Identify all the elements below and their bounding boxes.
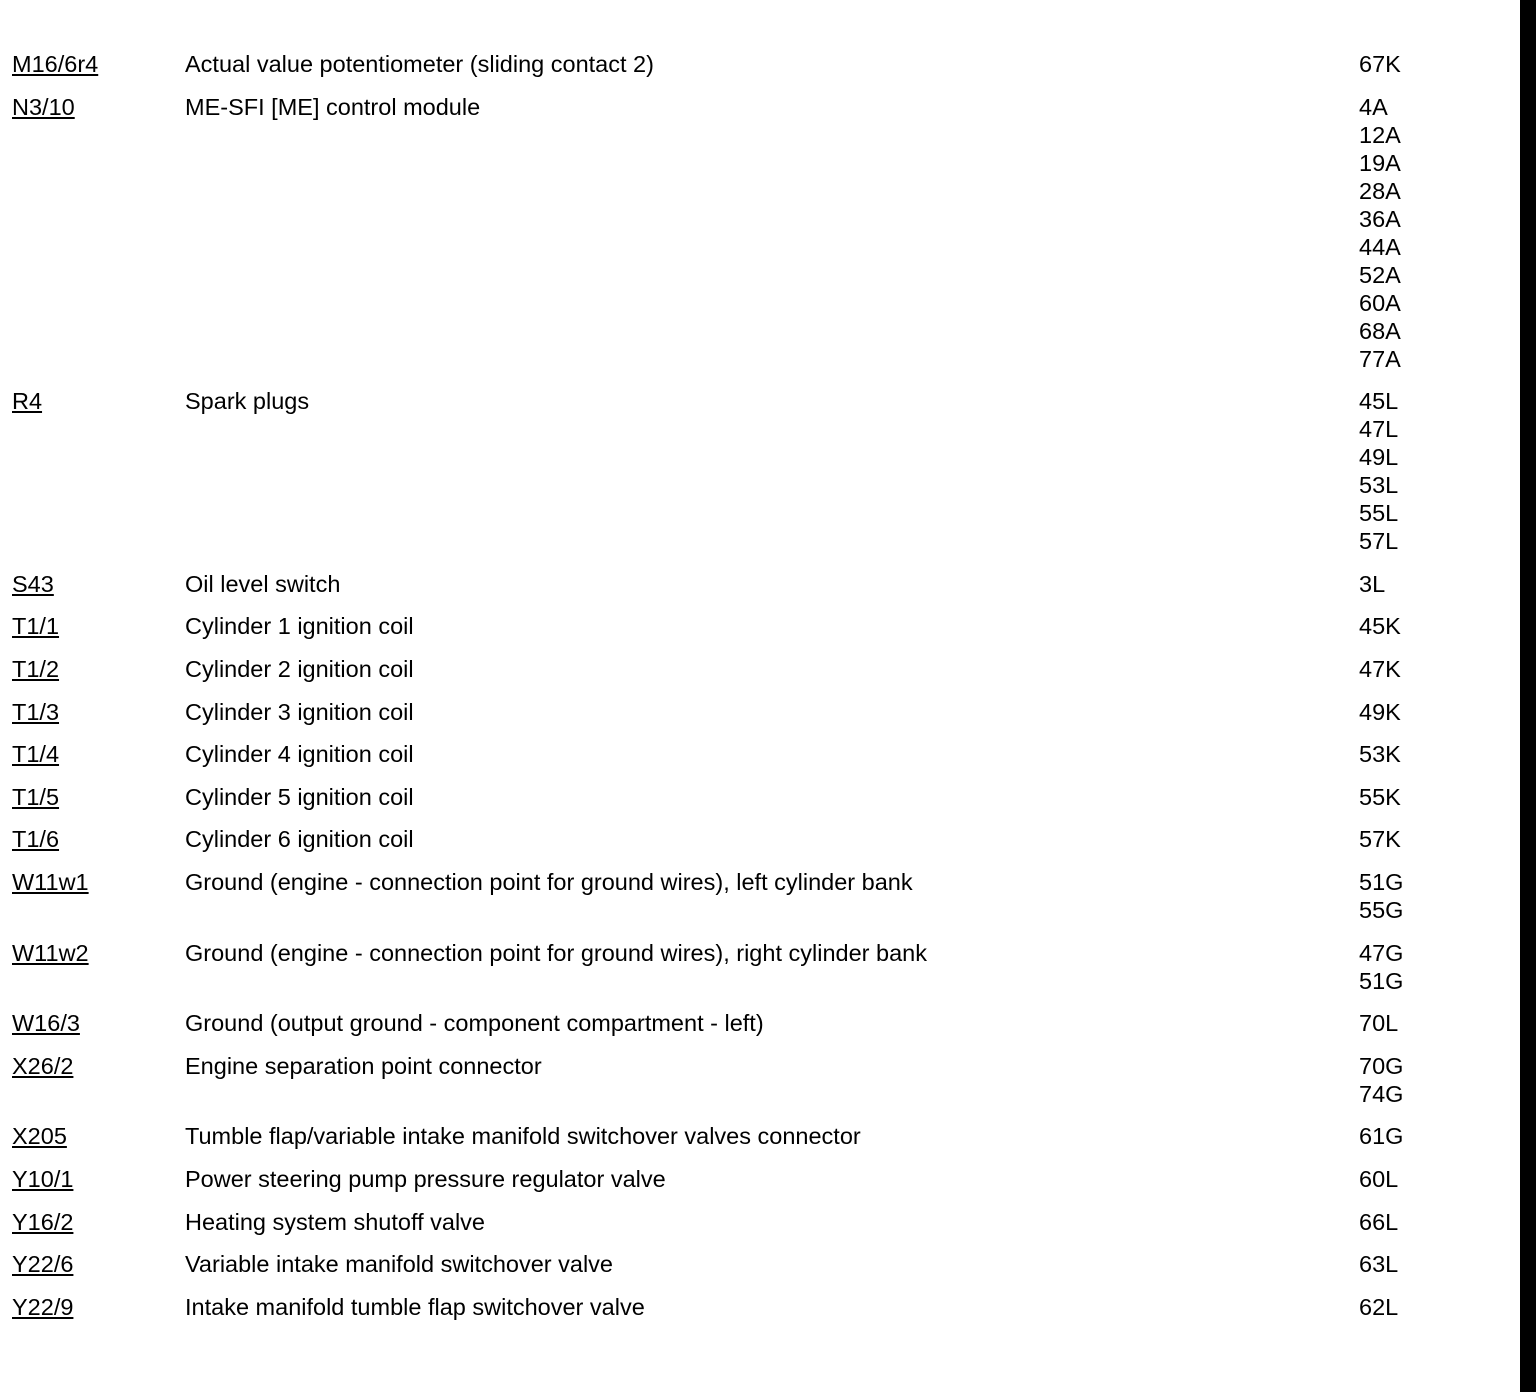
component-legend xyxy=(12,50,1512,1335)
component-description: Variable intake manifold switchover valve xyxy=(185,1251,613,1278)
component-code-link[interactable]: Y22/9 xyxy=(12,1293,74,1320)
grid-reference: 49L xyxy=(1359,444,1399,471)
grid-reference: 74G xyxy=(1359,1080,1404,1107)
grid-reference: 70L xyxy=(1359,1010,1399,1037)
grid-reference: 67K xyxy=(1359,51,1401,77)
grid-reference-list xyxy=(1359,387,1398,555)
component-description: Cylinder 1 ignition coil xyxy=(185,613,414,640)
legend-row xyxy=(12,570,1512,598)
grid-reference-list xyxy=(1359,50,1401,78)
component-code-link[interactable]: Y22/6 xyxy=(12,1251,74,1278)
legend-row xyxy=(12,825,1512,853)
component-description: Intake manifold tumble flap switchover valve xyxy=(185,1293,645,1320)
component-description: Cylinder 3 ignition coil xyxy=(185,698,414,725)
component-code-link[interactable]: Y16/2 xyxy=(12,1208,74,1235)
legend-row xyxy=(12,387,1512,555)
legend-row xyxy=(12,93,1512,373)
grid-reference: 51G xyxy=(1359,967,1404,994)
legend-row xyxy=(12,612,1512,640)
grid-reference: 4A xyxy=(1359,93,1388,120)
grid-reference: 45L xyxy=(1359,388,1399,415)
component-code-link[interactable]: M16/6r4 xyxy=(12,51,99,77)
component-code-link[interactable]: R4 xyxy=(12,388,43,415)
grid-reference: 60A xyxy=(1359,289,1401,316)
grid-reference-list xyxy=(1359,1250,1398,1278)
grid-reference: 63L xyxy=(1359,1251,1399,1278)
grid-reference-list xyxy=(1359,825,1401,853)
legend-row xyxy=(12,868,1512,924)
page-edge-bar xyxy=(1520,0,1536,1392)
component-description: Ground (engine - connection point for ground wires), left cylinder bank xyxy=(185,868,913,895)
component-description: Cylinder 2 ignition coil xyxy=(185,655,414,682)
grid-reference: 47G xyxy=(1359,939,1404,966)
component-code-link[interactable]: Y10/1 xyxy=(12,1165,74,1192)
grid-reference-list xyxy=(1359,1165,1398,1193)
grid-reference: 44A xyxy=(1359,233,1401,260)
grid-reference-list xyxy=(1359,93,1401,373)
grid-reference: 49K xyxy=(1359,698,1401,725)
grid-reference-list xyxy=(1359,1208,1398,1236)
grid-reference: 70G xyxy=(1359,1052,1404,1079)
component-code-link[interactable]: W11w2 xyxy=(12,939,89,966)
component-code-link[interactable]: T1/3 xyxy=(12,698,60,725)
legend-row xyxy=(12,1165,1512,1193)
component-description: Tumble flap/variable intake manifold switchover valves connector xyxy=(185,1123,861,1150)
grid-reference: 53K xyxy=(1359,741,1401,768)
component-description: Ground (output ground - component compartment - left) xyxy=(185,1010,764,1037)
grid-reference: 55G xyxy=(1359,896,1404,923)
component-description: Oil level switch xyxy=(185,570,341,597)
grid-reference: 47K xyxy=(1359,655,1401,682)
component-description: Cylinder 4 ignition coil xyxy=(185,741,414,768)
grid-reference-list xyxy=(1359,783,1401,811)
component-code-link[interactable]: T1/4 xyxy=(12,741,60,768)
component-description: Actual value potentiometer (sliding contact 2) xyxy=(185,51,654,77)
legend-row xyxy=(12,698,1512,726)
grid-reference: 53L xyxy=(1359,472,1399,499)
grid-reference: 57K xyxy=(1359,826,1401,853)
component-code-link[interactable]: N3/10 xyxy=(12,93,75,120)
grid-reference: 62L xyxy=(1359,1293,1399,1320)
component-description: ME-SFI [ME] control module xyxy=(185,93,481,120)
legend-row xyxy=(12,1250,1512,1278)
grid-reference: 61G xyxy=(1359,1123,1404,1150)
grid-reference-list xyxy=(1359,655,1401,683)
grid-reference: 51G xyxy=(1359,868,1404,895)
grid-reference: 45K xyxy=(1359,613,1401,640)
legend-row xyxy=(12,740,1512,768)
grid-reference-list xyxy=(1359,1293,1398,1321)
legend-row xyxy=(12,1293,1512,1321)
grid-reference: 36A xyxy=(1359,205,1401,232)
grid-reference: 19A xyxy=(1359,149,1401,176)
component-code-link[interactable]: X26/2 xyxy=(12,1052,74,1079)
legend-row xyxy=(12,1009,1512,1037)
component-description: Spark plugs xyxy=(185,388,310,415)
legend-row xyxy=(12,655,1512,683)
component-code-link[interactable]: W16/3 xyxy=(12,1010,80,1037)
component-code-link[interactable]: T1/5 xyxy=(12,783,60,810)
grid-reference: 66L xyxy=(1359,1208,1399,1235)
grid-reference: 52A xyxy=(1359,261,1401,288)
component-description: Heating system shutoff valve xyxy=(185,1208,485,1235)
grid-reference: 68A xyxy=(1359,317,1401,344)
component-code-link[interactable]: S43 xyxy=(12,570,54,597)
grid-reference: 60L xyxy=(1359,1165,1399,1192)
component-description: Engine separation point connector xyxy=(185,1052,542,1079)
component-code-link[interactable]: X205 xyxy=(12,1123,67,1150)
grid-reference-list xyxy=(1359,612,1401,640)
legend-row xyxy=(12,1122,1512,1150)
legend-row xyxy=(12,1052,1512,1108)
grid-reference-list xyxy=(1359,1009,1398,1037)
component-description: Cylinder 6 ignition coil xyxy=(185,826,414,853)
component-description: Cylinder 5 ignition coil xyxy=(185,783,414,810)
component-code-link[interactable]: W11w1 xyxy=(12,868,89,895)
component-code-link[interactable]: T1/2 xyxy=(12,655,60,682)
component-code-link[interactable]: T1/6 xyxy=(12,826,60,853)
component-description: Ground (engine - connection point for ground wires), right cylinder bank xyxy=(185,939,927,966)
legend-row xyxy=(12,1208,1512,1236)
grid-reference-list xyxy=(1359,570,1385,598)
grid-reference-list xyxy=(1359,868,1403,924)
component-code-link[interactable]: T1/1 xyxy=(12,613,60,640)
grid-reference: 47L xyxy=(1359,416,1399,443)
grid-reference: 12A xyxy=(1359,121,1401,148)
grid-reference-list xyxy=(1359,939,1403,995)
legend-row xyxy=(12,50,1512,78)
grid-reference: 57L xyxy=(1359,528,1399,555)
component-description: Power steering pump pressure regulator valve xyxy=(185,1165,666,1192)
grid-reference-list xyxy=(1359,1122,1403,1150)
grid-reference-list xyxy=(1359,740,1401,768)
grid-reference: 28A xyxy=(1359,177,1401,204)
grid-reference-list xyxy=(1359,1052,1403,1108)
legend-row xyxy=(12,939,1512,995)
grid-reference: 55K xyxy=(1359,783,1401,810)
grid-reference: 3L xyxy=(1359,570,1386,597)
grid-reference-list xyxy=(1359,698,1401,726)
grid-reference: 77A xyxy=(1359,345,1401,372)
grid-reference: 55L xyxy=(1359,500,1399,527)
legend-row xyxy=(12,783,1512,811)
